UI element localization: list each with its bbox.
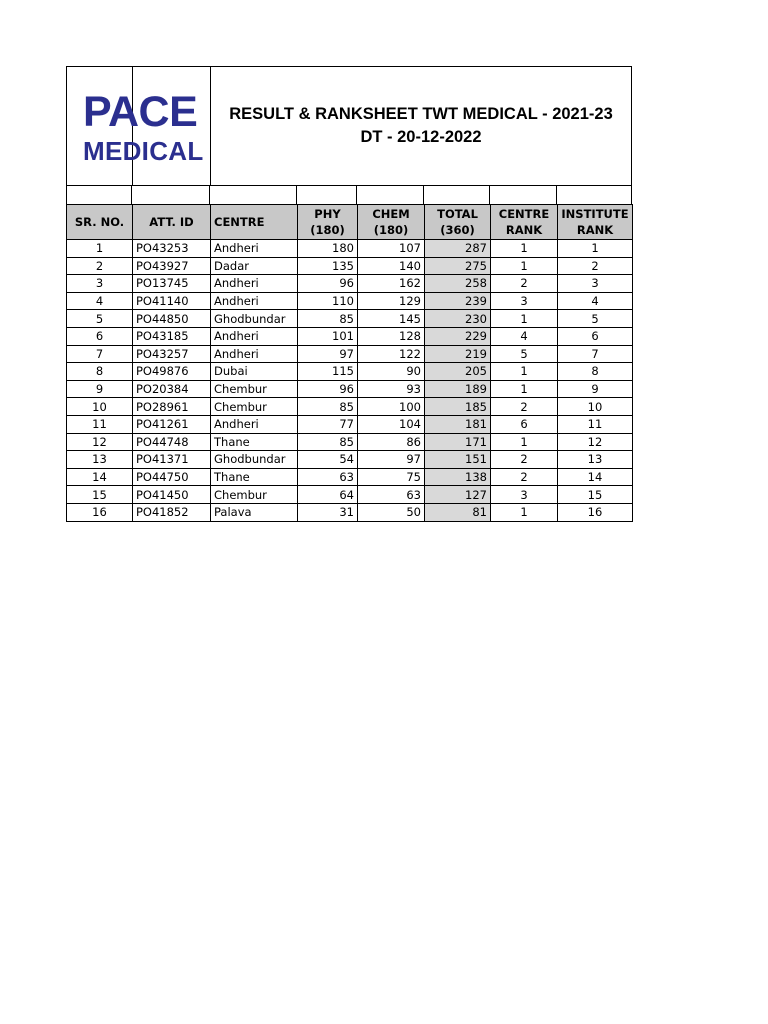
total-cell: 230 <box>425 310 491 328</box>
column-header: PHY (180) <box>298 205 358 240</box>
institute-rank-cell: 4 <box>558 292 633 310</box>
phy-cell: 64 <box>298 486 358 504</box>
table-row <box>67 345 633 363</box>
chem-cell: 100 <box>358 398 425 416</box>
total-cell: 171 <box>425 433 491 451</box>
phy-cell: 31 <box>298 503 358 521</box>
centre-rank-cell: 1 <box>491 240 558 258</box>
sr-no-cell: 16 <box>67 503 133 521</box>
centre-cell: Chembur <box>211 398 298 416</box>
institute-rank-cell: 12 <box>558 433 633 451</box>
institute-rank-cell: 3 <box>558 275 633 293</box>
centre-rank-cell: 1 <box>491 310 558 328</box>
chem-cell: 107 <box>358 240 425 258</box>
centre-cell: Ghodbundar <box>211 310 298 328</box>
phy-cell: 54 <box>298 451 358 469</box>
phy-cell: 110 <box>298 292 358 310</box>
total-cell: 205 <box>425 363 491 381</box>
phy-cell: 85 <box>298 433 358 451</box>
column-header: CENTRE <box>211 205 298 240</box>
centre-rank-cell: 2 <box>491 275 558 293</box>
institute-rank-cell: 1 <box>558 240 633 258</box>
att-id-cell: PO43253 <box>133 240 211 258</box>
total-cell: 287 <box>425 240 491 258</box>
table-row <box>67 468 633 486</box>
phy-cell: 180 <box>298 240 358 258</box>
att-id-cell: PO44748 <box>133 433 211 451</box>
total-cell: 258 <box>425 275 491 293</box>
centre-cell: Dubai <box>211 363 298 381</box>
sr-no-cell: 5 <box>67 310 133 328</box>
chem-cell: 140 <box>358 257 425 275</box>
phy-cell: 85 <box>298 310 358 328</box>
phy-cell: 63 <box>298 468 358 486</box>
blank-row <box>66 186 632 204</box>
chem-cell: 104 <box>358 415 425 433</box>
centre-rank-cell: 1 <box>491 380 558 398</box>
att-id-cell: PO41261 <box>133 415 211 433</box>
chem-cell: 97 <box>358 451 425 469</box>
total-cell: 185 <box>425 398 491 416</box>
centre-cell: Andheri <box>211 327 298 345</box>
phy-cell: 97 <box>298 345 358 363</box>
centre-rank-cell: 4 <box>491 327 558 345</box>
results-body <box>67 240 633 522</box>
rank-sheet <box>66 66 632 522</box>
sr-no-cell: 7 <box>67 345 133 363</box>
sheet-header <box>66 66 632 186</box>
centre-cell: Thane <box>211 433 298 451</box>
att-id-cell: PO41450 <box>133 486 211 504</box>
header-row <box>67 205 633 240</box>
centre-cell: Andheri <box>211 292 298 310</box>
institute-rank-cell: 5 <box>558 310 633 328</box>
institute-rank-cell: 13 <box>558 451 633 469</box>
table-row <box>67 486 633 504</box>
chem-cell: 63 <box>358 486 425 504</box>
logo <box>67 67 211 185</box>
centre-cell: Dadar <box>211 257 298 275</box>
total-cell: 239 <box>425 292 491 310</box>
centre-rank-cell: 3 <box>491 486 558 504</box>
total-cell: 229 <box>425 327 491 345</box>
sr-no-cell: 11 <box>67 415 133 433</box>
chem-cell: 128 <box>358 327 425 345</box>
sr-no-cell: 2 <box>67 257 133 275</box>
table-row <box>67 292 633 310</box>
chem-cell: 122 <box>358 345 425 363</box>
att-id-cell: PO49876 <box>133 363 211 381</box>
sr-no-cell: 6 <box>67 327 133 345</box>
sr-no-cell: 8 <box>67 363 133 381</box>
results-table <box>66 204 633 522</box>
centre-rank-cell: 2 <box>491 468 558 486</box>
centre-cell: Andheri <box>211 345 298 363</box>
centre-rank-cell: 1 <box>491 433 558 451</box>
institute-rank-cell: 6 <box>558 327 633 345</box>
centre-rank-cell: 3 <box>491 292 558 310</box>
sr-no-cell: 3 <box>67 275 133 293</box>
centre-cell: Chembur <box>211 380 298 398</box>
phy-cell: 135 <box>298 257 358 275</box>
institute-rank-cell: 8 <box>558 363 633 381</box>
total-cell: 127 <box>425 486 491 504</box>
column-header: CENTRE RANK <box>491 205 558 240</box>
att-id-cell: PO43185 <box>133 327 211 345</box>
total-cell: 275 <box>425 257 491 275</box>
sr-no-cell: 13 <box>67 451 133 469</box>
att-id-cell: PO41852 <box>133 503 211 521</box>
centre-cell: Andheri <box>211 415 298 433</box>
table-row <box>67 433 633 451</box>
centre-rank-cell: 5 <box>491 345 558 363</box>
att-id-cell: PO41140 <box>133 292 211 310</box>
sr-no-cell: 4 <box>67 292 133 310</box>
att-id-cell: PO43927 <box>133 257 211 275</box>
table-row <box>67 503 633 521</box>
centre-rank-cell: 6 <box>491 415 558 433</box>
table-row <box>67 240 633 258</box>
table-row <box>67 310 633 328</box>
att-id-cell: PO44850 <box>133 310 211 328</box>
total-cell: 138 <box>425 468 491 486</box>
column-header: SR. NO. <box>67 205 133 240</box>
chem-cell: 86 <box>358 433 425 451</box>
chem-cell: 50 <box>358 503 425 521</box>
column-header: TOTAL (360) <box>425 205 491 240</box>
column-header: INSTITUTE RANK <box>558 205 633 240</box>
sr-no-cell: 1 <box>67 240 133 258</box>
centre-rank-cell: 1 <box>491 257 558 275</box>
total-cell: 219 <box>425 345 491 363</box>
table-row <box>67 415 633 433</box>
table-row <box>67 275 633 293</box>
column-header: CHEM (180) <box>358 205 425 240</box>
institute-rank-cell: 16 <box>558 503 633 521</box>
total-cell: 181 <box>425 415 491 433</box>
centre-cell: Ghodbundar <box>211 451 298 469</box>
centre-rank-cell: 1 <box>491 363 558 381</box>
centre-rank-cell: 2 <box>491 451 558 469</box>
chem-cell: 145 <box>358 310 425 328</box>
sr-no-cell: 14 <box>67 468 133 486</box>
sheet-title: RESULT & RANKSHEET TWT MEDICAL - 2021-23 DT - 20-12-2022 <box>229 105 613 146</box>
chem-cell: 162 <box>358 275 425 293</box>
logo-line-1: PACE <box>83 88 198 136</box>
table-row <box>67 451 633 469</box>
sr-no-cell: 9 <box>67 380 133 398</box>
table-row <box>67 257 633 275</box>
chem-cell: 93 <box>358 380 425 398</box>
phy-cell: 96 <box>298 380 358 398</box>
total-cell: 151 <box>425 451 491 469</box>
phy-cell: 96 <box>298 275 358 293</box>
centre-cell: Andheri <box>211 240 298 258</box>
table-row <box>67 380 633 398</box>
centre-cell: Thane <box>211 468 298 486</box>
institute-rank-cell: 14 <box>558 468 633 486</box>
table-row <box>67 327 633 345</box>
total-cell: 189 <box>425 380 491 398</box>
att-id-cell: PO41371 <box>133 451 211 469</box>
chem-cell: 129 <box>358 292 425 310</box>
centre-rank-cell: 2 <box>491 398 558 416</box>
att-id-cell: PO43257 <box>133 345 211 363</box>
phy-cell: 85 <box>298 398 358 416</box>
institute-rank-cell: 2 <box>558 257 633 275</box>
sr-no-cell: 15 <box>67 486 133 504</box>
att-id-cell: PO13745 <box>133 275 211 293</box>
logo-line-2: MEDICAL <box>83 136 204 166</box>
phy-cell: 101 <box>298 327 358 345</box>
att-id-cell: PO44750 <box>133 468 211 486</box>
institute-rank-cell: 7 <box>558 345 633 363</box>
sr-no-cell: 10 <box>67 398 133 416</box>
att-id-cell: PO20384 <box>133 380 211 398</box>
centre-cell: Andheri <box>211 275 298 293</box>
centre-cell: Palava <box>211 503 298 521</box>
institute-rank-cell: 9 <box>558 380 633 398</box>
phy-cell: 115 <box>298 363 358 381</box>
total-cell: 81 <box>425 503 491 521</box>
centre-rank-cell: 1 <box>491 503 558 521</box>
table-row <box>67 398 633 416</box>
att-id-cell: PO28961 <box>133 398 211 416</box>
chem-cell: 90 <box>358 363 425 381</box>
phy-cell: 77 <box>298 415 358 433</box>
chem-cell: 75 <box>358 468 425 486</box>
institute-rank-cell: 10 <box>558 398 633 416</box>
column-header: ATT. ID <box>133 205 211 240</box>
sr-no-cell: 12 <box>67 433 133 451</box>
table-row <box>67 363 633 381</box>
centre-cell: Chembur <box>211 486 298 504</box>
institute-rank-cell: 11 <box>558 415 633 433</box>
institute-rank-cell: 15 <box>558 486 633 504</box>
